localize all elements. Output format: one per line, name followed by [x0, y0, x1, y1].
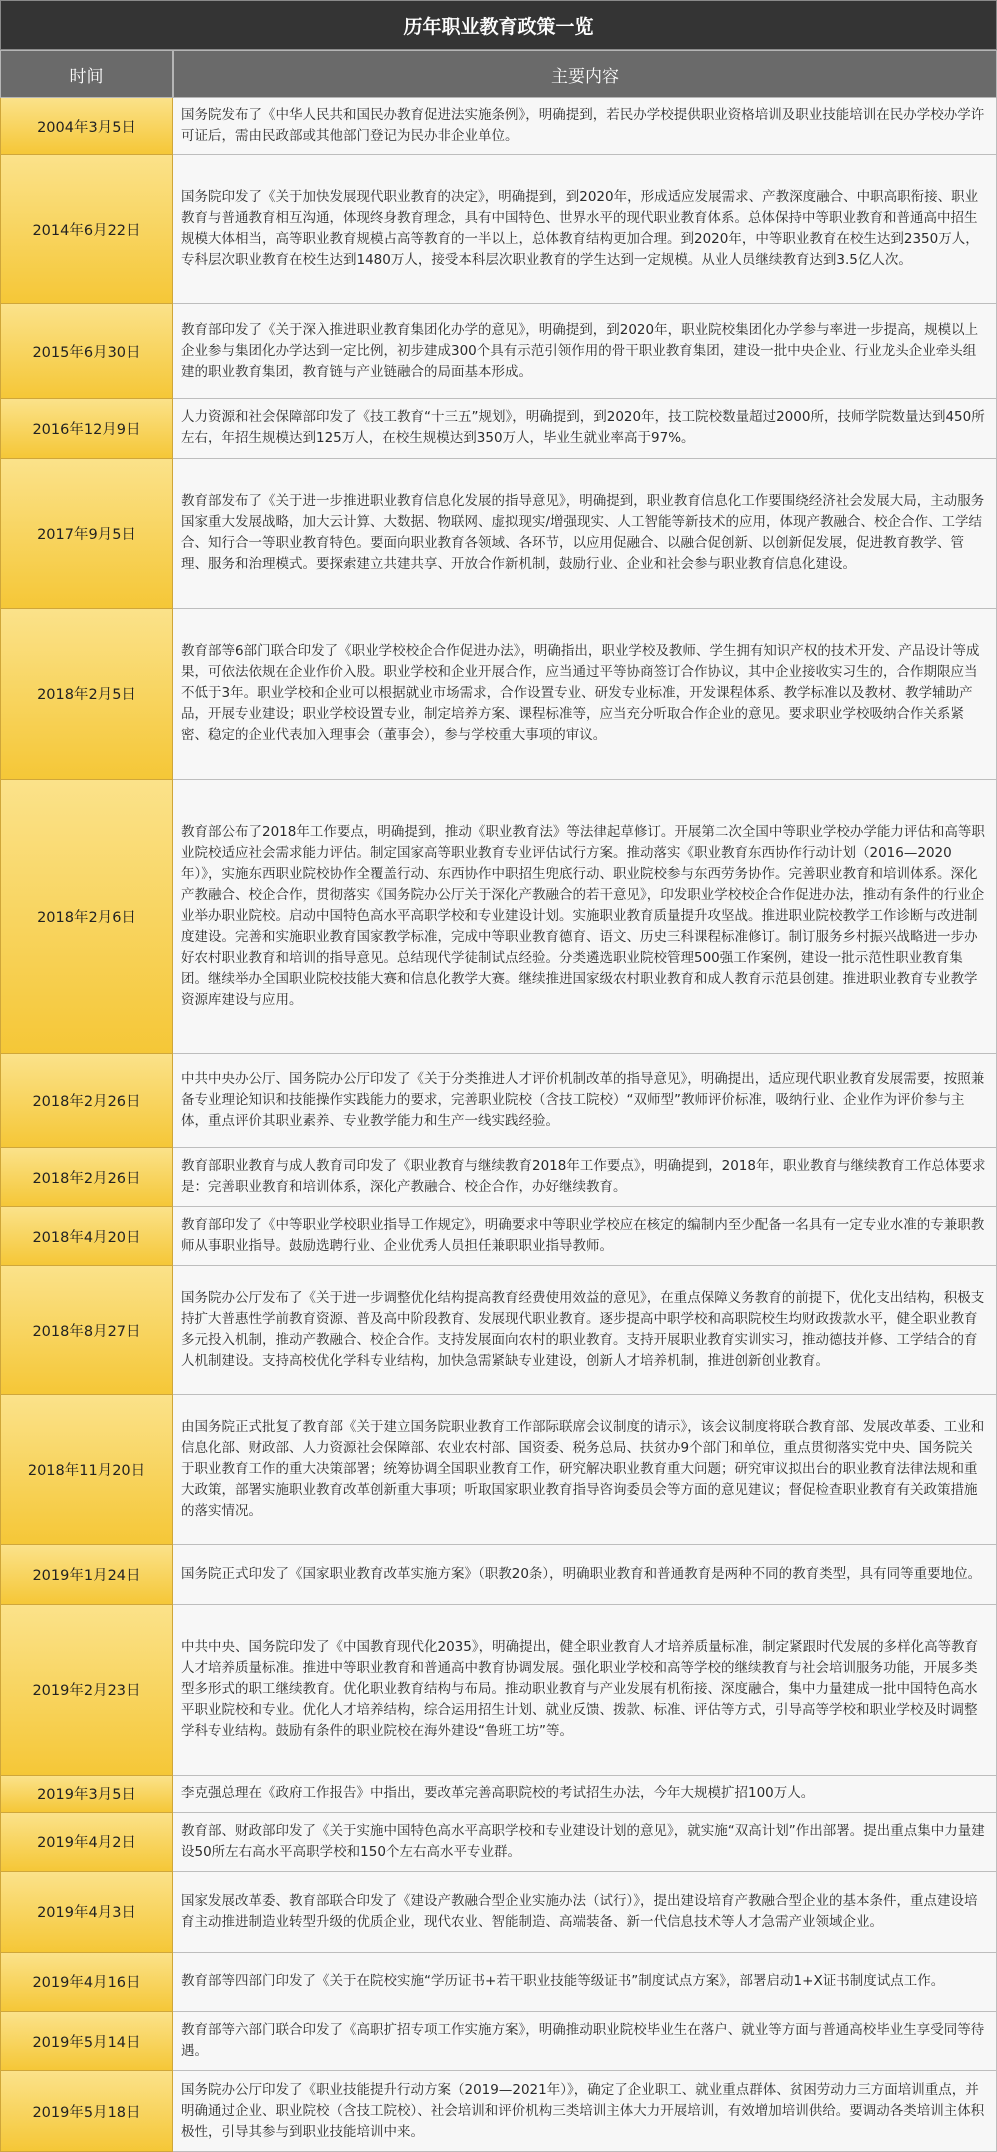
row-content-text: 中共中央、国务院印发了《中国教育现代化2035》，明确提出，健全职业教育人才培养质量标准，制定紧跟时代发展的多样化高等教育人才培养质量标准。推进中等职业教育和普通高中教育协调发展。强化职业学校和高等学校的继续教育与社会培训服务功能，开展多类型多形式的职工继续教育。优化职业教育结构与布局。推动职业教育与产业发展有机衔接、深度融合，集中力量建成一批中国特色高水平职业院校和专业。优化人才培养结构，综合运用招生计划、就业反馈、拨款、标准、评估等方式，引导高等学校和职业学校及时调整学科专业结构。鼓励有条件的职业院校在海外建设“鲁班工坊”等。: [181, 1639, 979, 1740]
row-date: 2004年3月5日: [0, 98, 173, 155]
table-row: [0, 1207, 997, 1266]
table-row: [0, 1953, 997, 2012]
table-row: [0, 459, 997, 609]
row-date: 2019年4月3日: [0, 1872, 173, 1953]
row-content-text: 教育部印发了《关于深入推进职业教育集团化办学的意见》，明确提到，到2020年，职业院校集团化办学参与率进一步提高，规模以上企业参与集团化办学达到一定比例，初步建成300个具有示范引领作用的骨干职业教育集团，建设一批中央企业、行业龙头企业牵头组建的职业教育集团，教育链与产业链融合的局面基本形成。: [181, 321, 979, 380]
row-date: 2019年1月24日: [0, 1545, 173, 1604]
table-row: [0, 155, 997, 304]
table-row: [0, 98, 997, 155]
row-content: [173, 399, 997, 458]
row-content-text: 国务院办公厅发布了《关于进一步调整优化结构提高教育经费使用效益的意见》，在重点保障义务教育的前提下，优化支出结构，积极支持扩大普惠性学前教育资源、普及高中阶段教育、发展现代职业教育。逐步提高中职学校和高职院校生均财政拨款水平，健全职业教育多元投入机制，推动产教融合、校企合作。支持发展面向农村的职业教育。支持开展职业教育实训实习，推动德技并修、工学结合的育人机制建设。支持高校优化学科专业结构，加快急需紧缺专业建设，创新人才培养机制，推进创新创业教育。: [181, 1290, 985, 1370]
row-content-text: 国务院印发了《关于加快发展现代职业教育的决定》，明确提到，到2020年，形成适应发展需求、产教深度融合、中职高职衔接、职业教育与普通教育相互沟通，体现终身教育理念，具有中国特色、世界水平的现代职业教育体系。总体保持中等职业教育和普通高中招生规模大体相当，高等职业教育规模占高等教育的一半以上，总体教育结构更加合理。到2020年，中等职业教育在校生达到2350万人，专科层次职业教育在校生达到1480万人，接受本科层次职业教育的学生达到一定规模。从业人员继续教育达到3.5亿人次。: [181, 189, 979, 269]
row-content-text: 由国务院正式批复了教育部《关于建立国务院职业教育工作部际联席会议制度的请示》，该会议制度将联合教育部、发展改革委、工业和信息化部、财政部、人力资源社会保障部、农业农村部、国资委、税务总局、扶贫办9个部门和单位，重点贯彻落实党中央、国务院关于职业教育工作的重大决策部署；统筹协调全国职业教育工作，研究解决职业教育重大问题；研究审议拟出台的职业教育法律法规和重大政策，部署实施职业教育改革创新重大事项；听取国家职业教育指导咨询委员会等方面的意见建议；督促检查职业教育有关政策措施的落实情况。: [181, 1419, 985, 1520]
row-content-text: 教育部职业教育与成人教育司印发了《职业教育与继续教育2018年工作要点》，明确提到，2018年，职业教育与继续教育工作总体要求是：完善职业教育和培训体系，深化产教融合、校企合作，办好继续教育。: [181, 1158, 986, 1196]
table-row: [0, 1545, 997, 1604]
row-date: 2019年4月2日: [0, 1813, 173, 1872]
table-row: [0, 399, 997, 458]
table-body: [0, 98, 997, 2152]
row-content: [173, 1266, 997, 1395]
table-row: [0, 1776, 997, 1813]
row-content-text: 教育部等六部门联合印发了《高职扩招专项工作实施方案》，明确推动职业院校毕业生在落户、就业等方面与普通高校毕业生享受同等待遇。: [181, 2022, 985, 2060]
row-date: 2017年9月5日: [0, 459, 173, 609]
row-content: [173, 304, 997, 399]
header-time: 时间: [0, 50, 173, 98]
row-content-text: 教育部、财政部印发了《关于实施中国特色高水平高职学校和专业建设计划的意见》，就实施“双高计划”作出部署。提出重点集中力量建设50所左右高水平高职学校和150个左右高水平专业群。: [181, 1822, 985, 1860]
row-content: [173, 2071, 997, 2152]
row-content: [173, 609, 997, 781]
row-content: [173, 459, 997, 609]
row-date: 2019年2月23日: [0, 1605, 173, 1777]
row-date: 2019年5月18日: [0, 2071, 173, 2152]
row-content-text: 人力资源和社会保障部印发了《技工教育“十三五”规划》，明确提到，到2020年，技工院校数量超过2000所，技师学院数量达到450所左右，年招生规模达到125万人，在校生规模达到350万人，毕业生就业率高于97%。: [181, 409, 985, 447]
row-content-text: 教育部公布了2018年工作要点，明确提到，推动《职业教育法》等法律起草修订。开展第二次全国中等职业学校办学能力评估和高等职业院校适应社会需求能力评估。制定国家高等职业教育专业评估试行方案。推动落实《职业教育东西协作行动计划（2016—2020年）》，实施东西职业院校协作全覆盖行动、东西协作中职招生兜底行动、职业院校参与东西劳务协作。完善职业教育和培训体系。深化产教融合、校企合作，贯彻落实《国务院办公厅关于深化产教融合的若干意见》，印发职业学校校企合作促进办法，推动有条件的行业企业举办职业院校。启动中国特色高水平高职学校和专业建设计划。实施职业教育质量提升攻坚战。推进职业院校教学工作诊断与改进制度建设。完善和实施职业教育国家教学标准，完成中等职业教育德育、语文、历史三科课程标准修订。制订服务乡村振兴战略进一步办好农村职业教育和培训的指导意见。总结现代学徒制试点经验。分类遴选职业院校管理500强工作案例，建设一批示范性职业教育集团。继续举办全国职业院校技能大赛和信息化教学大赛。继续推进国家级农村职业教育和成人教育示范县创建。推进职业教育专业教学资源库建设与应用。: [181, 824, 985, 1009]
row-content: [173, 1395, 997, 1545]
table-row: [0, 609, 997, 781]
row-date: 2019年3月5日: [0, 1776, 173, 1813]
row-date: 2018年4月20日: [0, 1207, 173, 1266]
table-row: [0, 2071, 997, 2152]
row-date: 2016年12月9日: [0, 399, 173, 458]
row-content-text: 国家发展改革委、教育部联合印发了《建设产教融合型企业实施办法（试行）》，提出建设培育产教融合型企业的基本条件，重点建设培育主动推进制造业转型升级的优质企业，现代农业、智能制造、高端装备、新一代信息技术等人才急需产业领域企业。: [181, 1892, 978, 1930]
row-date: 2018年2月26日: [0, 1148, 173, 1207]
table-row: [0, 1813, 997, 1872]
table-row: [0, 1605, 997, 1777]
row-content-text: 中共中央办公厅、国务院办公厅印发了《关于分类推进人才评价机制改革的指导意见》，明确提出，适应现代职业教育发展需要，按照兼备专业理论知识和技能操作实践能力的要求，完善职业院校（含技工院校）“双师型”教师评价标准，吸纳行业、企业作为评价参与主体，重点评价其职业素养、专业教学能力和生产一线实践经验。: [181, 1071, 985, 1129]
table-row: [0, 1148, 997, 1207]
row-content: [173, 1953, 997, 2012]
row-date: 2019年4月16日: [0, 1953, 173, 2012]
row-content: [173, 1605, 997, 1777]
row-content-text: 国务院发布了《中华人民共和国民办教育促进法实施条例》，明确提到，若民办学校提供职业资格培训及职业技能培训在民办学校办学许可证后，需由民政部或其他部门登记为民办非企业单位。: [181, 107, 985, 145]
table-header: [0, 50, 997, 98]
table-row: [0, 304, 997, 399]
table-row: [0, 1266, 997, 1395]
row-content: [173, 1813, 997, 1872]
row-content: [173, 1545, 997, 1604]
row-content: [173, 1148, 997, 1207]
row-content: [173, 98, 997, 155]
row-date: 2015年6月30日: [0, 304, 173, 399]
table-row: [0, 2012, 997, 2071]
table-row: [0, 1872, 997, 1953]
table-row: [0, 780, 997, 1054]
row-date: 2018年2月6日: [0, 780, 173, 1054]
row-date: 2018年11月20日: [0, 1395, 173, 1545]
row-date: 2019年5月14日: [0, 2012, 173, 2071]
table-row: [0, 1054, 997, 1148]
row-content-text: 教育部发布了《关于进一步推进职业教育信息化发展的指导意见》，明确提到，职业教育信息化工作要围绕经济社会发展大局，主动服务国家重大发展战略，加大云计算、大数据、物联网、虚拟现实/增强现实、人工智能等新技术的应用，体现产教融合、校企合作、工学结合、知行合一等职业教育特色。要面向职业教育各领域、各环节，以应用促融合、以融合促创新、以创新促发展，促进教育教学、管理、服务和治理模式。要探索建立共建共享、开放合作新机制，鼓励行业、企业和社会参与职业教育信息化建设。: [181, 493, 985, 573]
row-content: [173, 1776, 997, 1813]
row-content: [173, 780, 997, 1054]
header-content: 主要内容: [173, 50, 997, 98]
row-date: 2018年2月5日: [0, 609, 173, 781]
row-date: 2014年6月22日: [0, 155, 173, 304]
row-content-text: 教育部等四部门印发了《关于在院校实施“学历证书+若干职业技能等级证书”制度试点方案》，部署启动1+X证书制度试点工作。: [181, 1973, 945, 1990]
row-date: 2018年2月26日: [0, 1054, 173, 1148]
row-content-text: 国务院正式印发了《国家职业教育改革实施方案》（职教20条），明确职业教育和普通教育是两种不同的教育类型，具有同等重要地位。: [181, 1565, 982, 1582]
row-content: [173, 155, 997, 304]
row-content-text: 李克强总理在《政府工作报告》中指出，要改革完善高职院校的考试招生办法，今年大规模扩招100万人。: [181, 1785, 815, 1802]
row-content: [173, 1872, 997, 1953]
row-content: [173, 1207, 997, 1266]
row-date: 2018年8月27日: [0, 1266, 173, 1395]
row-content-text: 教育部印发了《中等职业学校职业指导工作规定》，明确要求中等职业学校应在核定的编制内至少配备一名具有一定专业水准的专兼职教师从事职业指导。鼓励选聘行业、企业优秀人员担任兼职职业指导教师。: [181, 1217, 985, 1255]
table-title: 历年职业教育政策一览: [0, 0, 997, 50]
row-content: [173, 2012, 997, 2071]
row-content-text: 国务院办公厅印发了《职业技能提升行动方案（2019—2021年）》，确定了企业职工、就业重点群体、贫困劳动力三方面培训重点，并明确通过企业、职业院校（含技工院校）、社会培训和评价机构三类培训主体大力开展培训，有效增加培训供给。要调动各类培训主体积极性，引导其参与到职业技能培训中来。: [181, 2081, 985, 2140]
table-row: [0, 1395, 997, 1545]
row-content: [173, 1054, 997, 1148]
row-content-text: 教育部等6部门联合印发了《职业学校校企合作促进办法》，明确指出，职业学校及教师、学生拥有知识产权的技术开发、产品设计等成果，可依法依规在企业作价入股。职业学校和企业开展合作，应当通过平等协商签订合作协议，其中企业接收实习生的，合作期限应当不低于3年。职业学校和企业可以根据就业市场需求，合作设置专业、研发专业标准，开发课程体系、教学标准以及教材、教学辅助产品，开展专业建设；职业学校设置专业，制定培养方案、课程标准等，应当充分听取合作企业的意见。要求职业学校吸纳合作关系紧密、稳定的企业代表加入理事会（董事会），参与学校重大事项的审议。: [181, 643, 980, 744]
